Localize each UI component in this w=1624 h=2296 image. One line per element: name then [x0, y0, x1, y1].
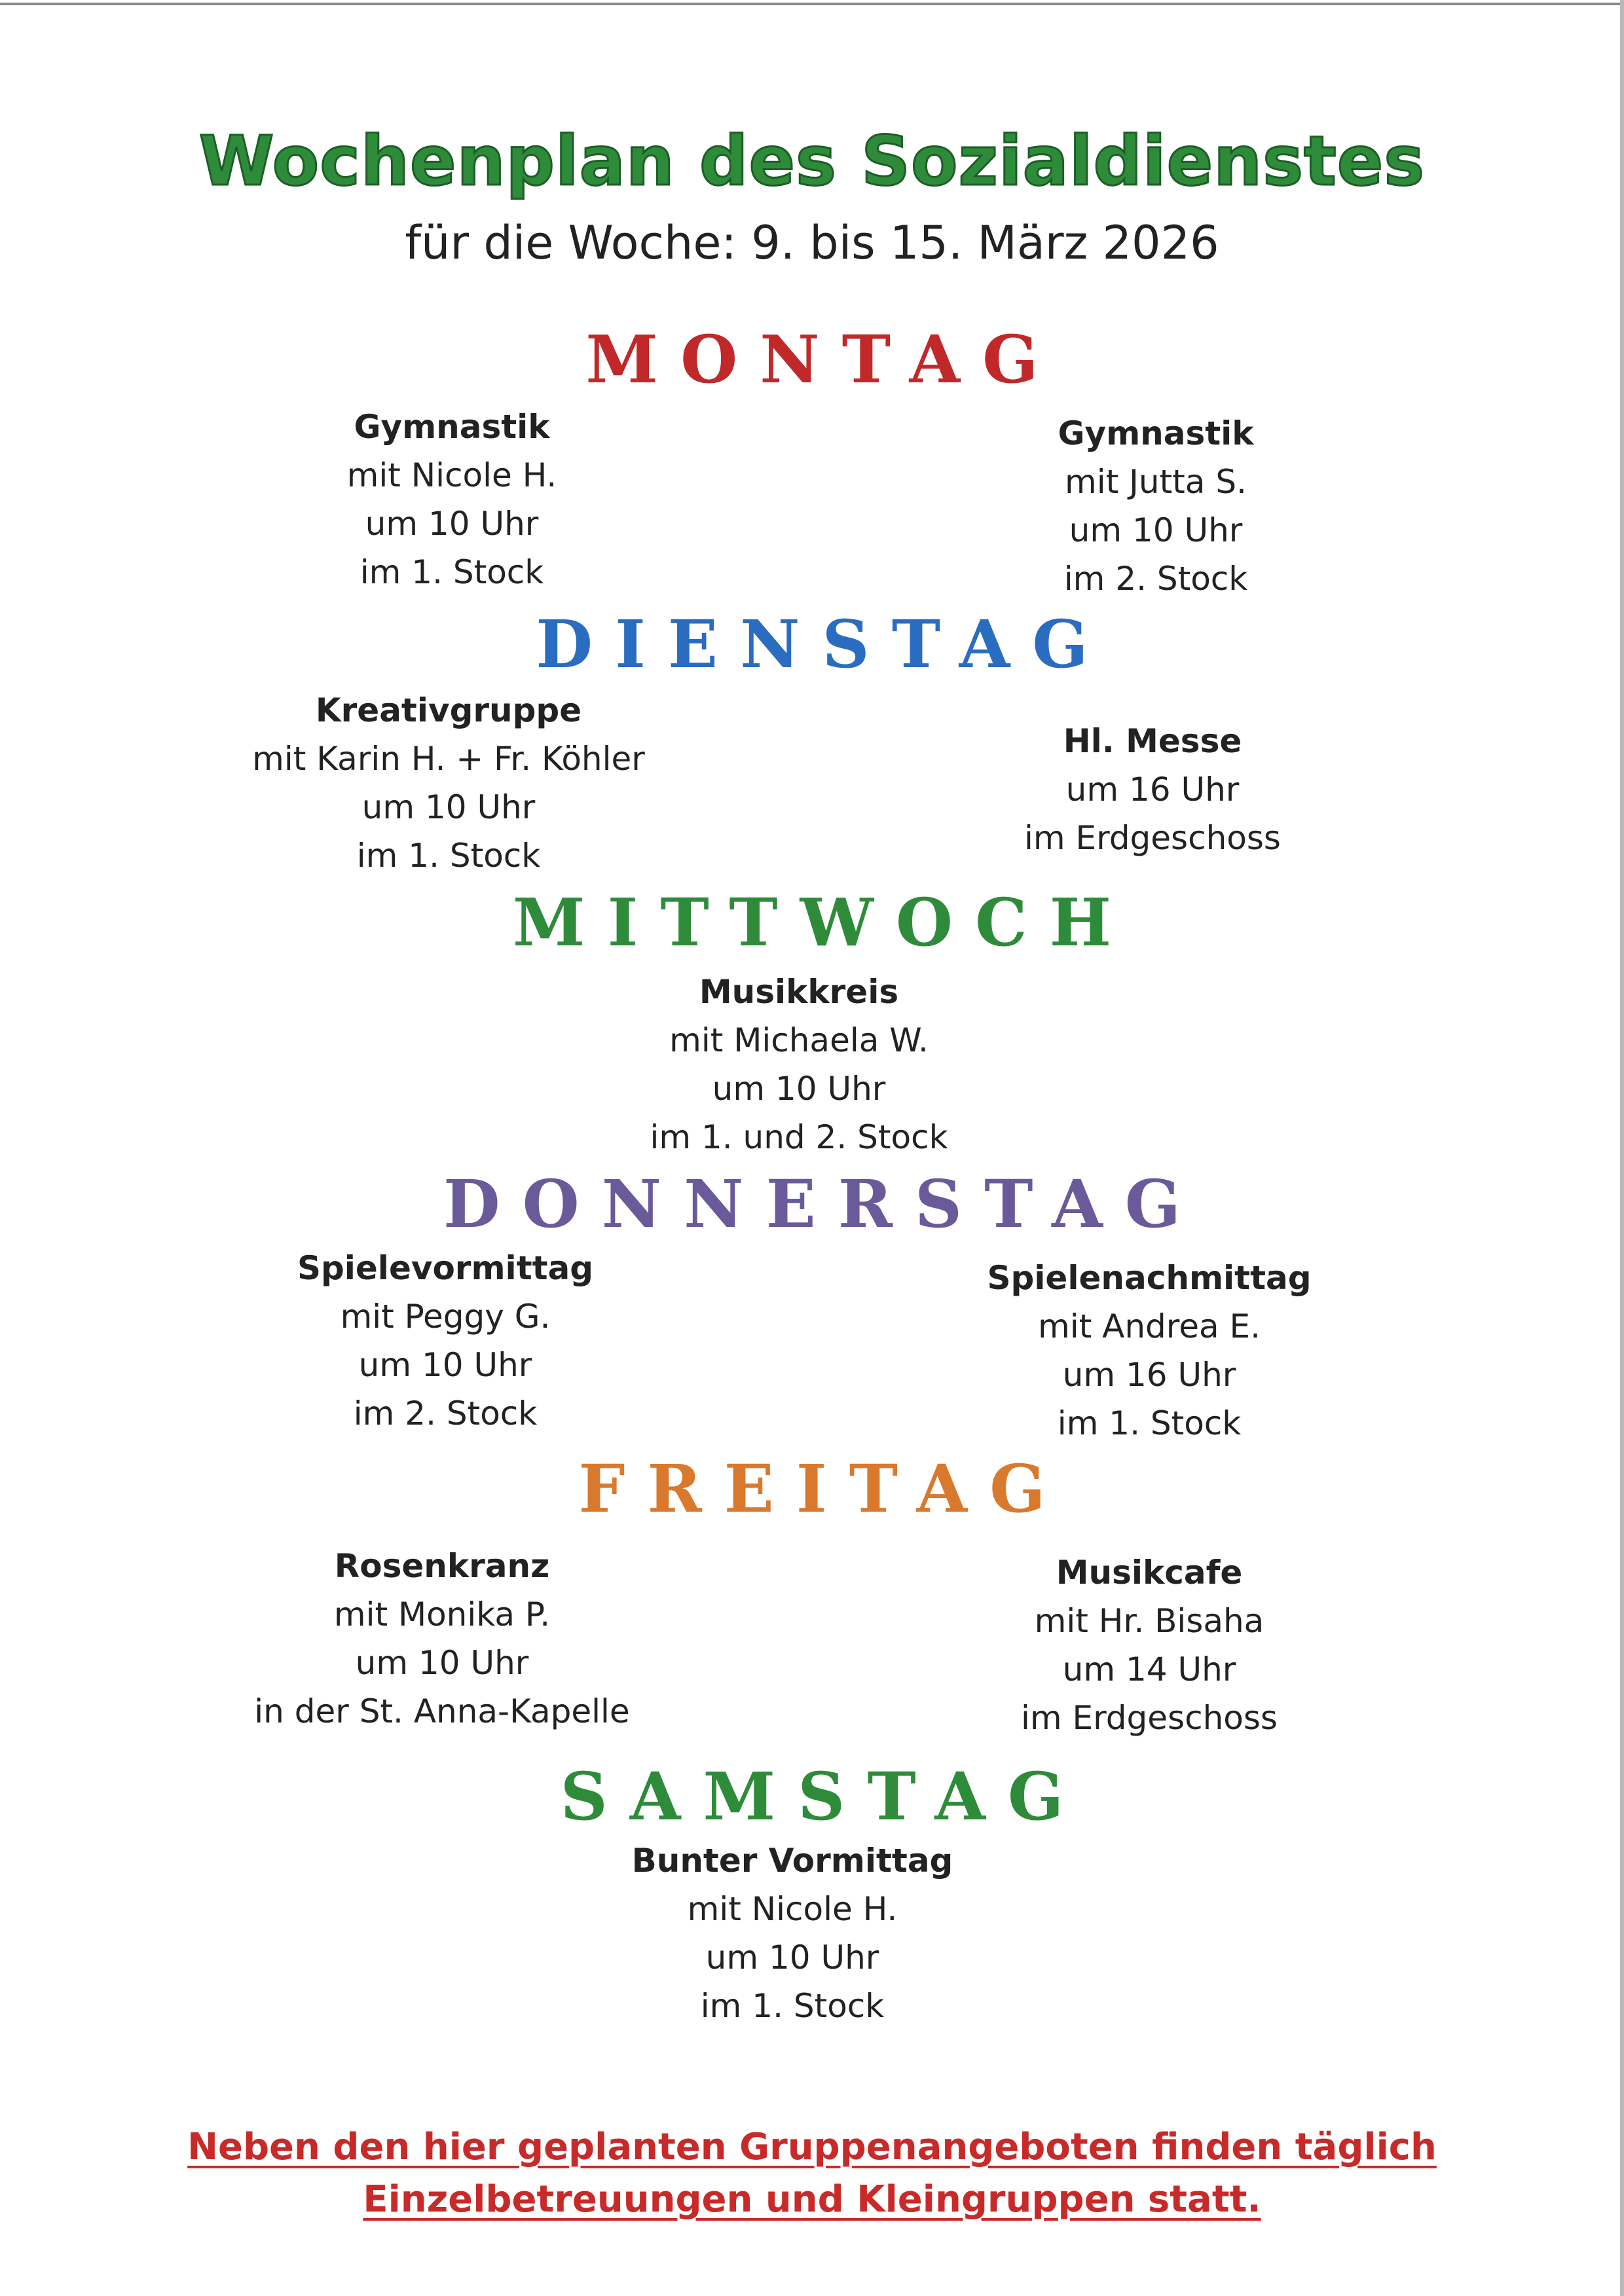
- event-donnerstag-right: [855, 1254, 1444, 1448]
- event-host: mit Michaela W.: [669, 1021, 929, 1059]
- event-title: Hl. Messe: [1063, 722, 1242, 760]
- scan-border-top: [0, 3, 1624, 5]
- event-time: um 16 Uhr: [1062, 1356, 1236, 1394]
- event-time: um 10 Uhr: [355, 1644, 529, 1682]
- event-location: im 1. und 2. Stock: [650, 1118, 948, 1156]
- event-location: im 2. Stock: [1063, 560, 1248, 598]
- event-title: Rosenkranz: [334, 1547, 550, 1585]
- day-heading-dienstag: DIENSTAG: [536, 606, 1111, 683]
- day-heading-freitag: FREITAG: [578, 1450, 1068, 1527]
- event-location: im 1. Stock: [356, 837, 541, 875]
- event-location: im 2. Stock: [353, 1394, 538, 1432]
- event-title: Kreativgruppe: [315, 691, 582, 729]
- event-time: um 10 Uhr: [361, 788, 536, 826]
- event-time: um 14 Uhr: [1062, 1650, 1236, 1688]
- footer-note-line-1: Neben den hier geplanten Gruppenangeboten finden täglich: [187, 2126, 1437, 2168]
- event-samstag-center: [498, 1836, 1087, 2030]
- event-title: Gymnastik: [1058, 414, 1254, 452]
- event-mittwoch-center: [504, 968, 1094, 1161]
- event-location: im 1. Stock: [1057, 1404, 1242, 1442]
- day-heading-montag: MONTAG: [585, 321, 1061, 398]
- event-time: um 10 Uhr: [358, 1346, 532, 1384]
- event-time: um 16 Uhr: [1065, 771, 1240, 809]
- day-heading-samstag: SAMSTAG: [560, 1758, 1086, 1835]
- event-dienstag-right: [858, 717, 1447, 862]
- event-title: Spielevormittag: [297, 1249, 594, 1287]
- day-heading-donnerstag: DONNERSTAG: [443, 1165, 1204, 1243]
- event-title: Spielenachmittag: [987, 1259, 1312, 1297]
- event-host: mit Peggy G.: [340, 1298, 551, 1336]
- event-freitag-right: [855, 1548, 1444, 1742]
- event-host: mit Hr. Bisaha: [1034, 1602, 1264, 1640]
- event-location: im 1. Stock: [360, 553, 544, 591]
- event-title: Bunter Vormittag: [631, 1842, 953, 1880]
- event-time: um 10 Uhr: [705, 1939, 879, 1977]
- event-location: im Erdgeschoss: [1021, 1699, 1278, 1737]
- day-heading-mittwoch: MITTWOCH: [512, 884, 1134, 961]
- event-time: um 10 Uhr: [365, 505, 539, 543]
- footer-note-line-2: Einzelbetreuungen und Kleingruppen statt.: [363, 2178, 1261, 2221]
- event-time: um 10 Uhr: [1069, 511, 1243, 549]
- event-host: mit Monika P.: [333, 1595, 551, 1633]
- page-title: Wochenplan des Sozialdienstes: [198, 121, 1426, 201]
- event-time: um 10 Uhr: [712, 1070, 886, 1108]
- event-donnerstag-left: [151, 1244, 740, 1438]
- event-location: im Erdgeschoss: [1024, 819, 1281, 857]
- event-host: mit Nicole H.: [687, 1890, 898, 1928]
- event-title: Musikcafe: [1056, 1554, 1243, 1592]
- event-host: mit Karin H. + Fr. Köhler: [252, 740, 645, 778]
- event-title: Musikkreis: [699, 973, 899, 1011]
- event-montag-left: [157, 403, 747, 596]
- footer-note: [0, 2121, 1624, 2226]
- event-host: mit Nicole H.: [346, 456, 557, 494]
- event-dienstag-left: [154, 686, 743, 880]
- event-montag-right: [861, 409, 1450, 603]
- event-title: Gymnastik: [354, 408, 550, 446]
- page-subtitle: für die Woche: 9. bis 15. März 2026: [405, 216, 1219, 270]
- event-location: in der St. Anna-Kapelle: [254, 1692, 630, 1730]
- event-freitag-left: [147, 1542, 737, 1736]
- event-host: mit Andrea E.: [1038, 1307, 1261, 1345]
- event-host: mit Jutta S.: [1065, 463, 1247, 501]
- event-location: im 1. Stock: [700, 1987, 885, 2025]
